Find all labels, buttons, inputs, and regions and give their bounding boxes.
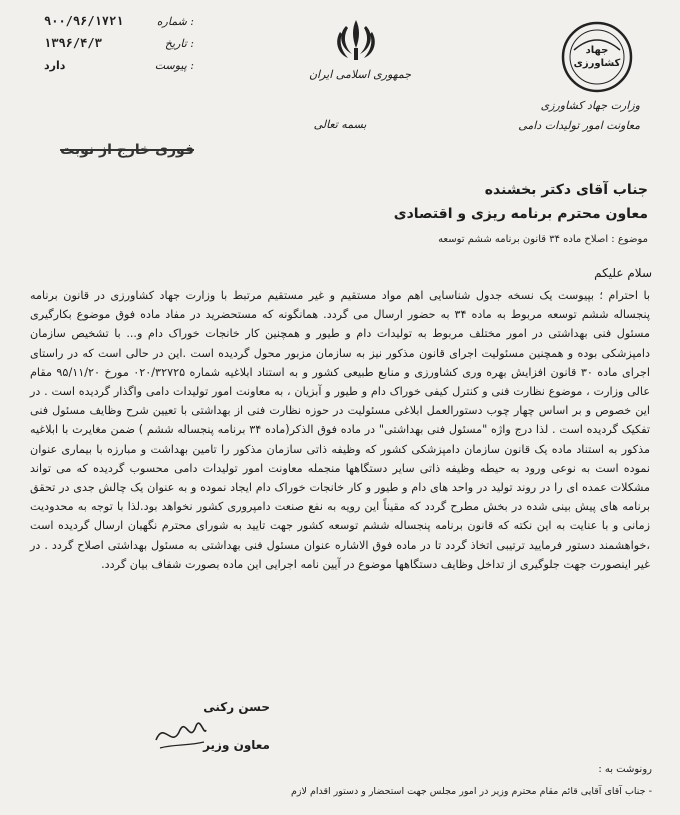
- ministry-title: [490, 96, 640, 136]
- letter-meta: [44, 10, 194, 76]
- signer-title: معاون وزیر: [203, 738, 270, 752]
- besmele: بسمه تعالی: [313, 118, 367, 131]
- logo-text: جهاد کشاورزی: [573, 45, 621, 69]
- copy-label: رونوشت به :: [598, 764, 652, 775]
- recipient-name: جناب آقای دکتر بخشنده: [484, 182, 648, 198]
- meta-date-row: [44, 32, 194, 54]
- meta-attachment-row: [44, 54, 194, 76]
- date-label: تاریخ :: [164, 36, 194, 50]
- number-label: شماره :: [156, 14, 194, 28]
- urgency-stamp: فوری خارج از نوبت: [60, 142, 194, 158]
- letter-date: ۱۳۹۶/۴/۳: [44, 36, 102, 50]
- attachment-label: پیوست :: [154, 58, 194, 72]
- iran-emblem-icon: [330, 14, 382, 66]
- copy-recipient: - جناب آقای آقایی قائم مقام محترم وزیر در امور مجلس جهت استحضار و دستور اقدام لازم: [291, 786, 652, 797]
- attachment-value: دارد: [44, 58, 66, 72]
- republic-title: جمهوری اسلامی ایران: [308, 68, 412, 81]
- letter-number: ۹۰۰/۹۶/۱۷۲۱: [44, 14, 124, 28]
- ministry-line2: معاونت امور تولیدات دامی: [518, 119, 640, 132]
- letter-subject: موضوع : اصلاح ماده ۳۴ قانون برنامه ششم توسعه: [438, 234, 648, 245]
- ministry-line1: وزارت جهاد کشاورزی: [540, 99, 640, 112]
- letter-body: با احترام ؛ بپیوست یک نسخه جدول شناسایی اهم مواد مستقیم و غیر مستقیم مرتبط با وزارت جهاد کشاورزی در قانون برنامه پنجساله ششم توسعه مربوط به ماده ۳۴ به حضور ارسال می گردد. همانگونه که مستحضرید در مفاد ماده فوق موضوع بکارگیری مسئول فنی بهداشتی در امور مختلف مربوط به تولیدات دام و طیور و همچنین کار خانجات خوراک دام و... با تشخیص سازمان دامپزشکی بوده و همچنین مسئولیت اجرای قانون مذکور نیز به سازمان مزبور محول گردیده است .این در حالی است که در راستای اجرای ماده ۳۰ قانون افزایش بهره وری کشاورزی و منابع طبیعی کشور و به استناد ابلاغیه شماره ۰۲۰/۳۲۷۲۵ مورخ ۹۵/۱۱/۲۰ مقام عالی وزارت ، موضوع نظارت فنی و کنترل کیفی خوراک دام و طیور و آبزیان ، به معاونت امور تولیدات دامی واگذار گردیده است . در این خصوص و بر اساس چهار چوب دستورالعمل ابلاغی مسئولیت در حوزه نظارت فنی از بهداشتی با تعیین شرح وظایف مسئول فنی تفکیک گردیده است . لذا درج واژه "مسئول فنی بهداشتی" در ماده فوق الذکر(ماده ۳۴ برنامه پنجساله ششم ) ضمن مغایرت با ابلاغیه مذکور به استناد ماده یک قانون سازمان دامپزشکی کشور که وظیفه ذاتی سازمان مذکور را تامین بهداشت و مبارزه با بیماری عنوان نموده است به نوعی ورود به حیطه وظیفه ذاتی سایر دستگاهها منجمله معاونت امور تولیدات دامی محسوب گردیده که می تواند مشکلات عمده ای را در روند تولید در واحد های دام و طیور و کار خانجات خوراک دام ایجاد نموده و به عنوان یک چالش جدی در تحقق برنامه های پیش بینی شده در بخش مطرح گردد که مقیناً این رویه به نفع صنعت دامپروری کشور نخواهد بود.لذا با توجه به محدودیت زمانی و با عنایت به این نکته که قانون برنامه پنجساله ششم توسعه کشور جهت تایید به شورای محترم نگهبان ارسال گردیده است ،خواهشمند دستور فرمایید ترتیبی اتخاذ گردد تا در ماده فوق الاشاره عنوان مسئول فنی بهداشتی به مسئول بهداشتی اصلاح گردد . در غیر اینصورت جهت جلوگیری از تداخل وظایف دستگاهها موضوع در آیین نامه اجرایی این ماده بصورت شفاف بیان گردد.: [30, 289, 651, 571]
- salutation: سلام علیکم: [594, 266, 652, 280]
- meta-number-row: [44, 10, 194, 32]
- signer-name: حسن رکنی: [203, 700, 270, 714]
- recipient-title: معاون محترم برنامه ریزی و اقتصادی: [393, 206, 648, 222]
